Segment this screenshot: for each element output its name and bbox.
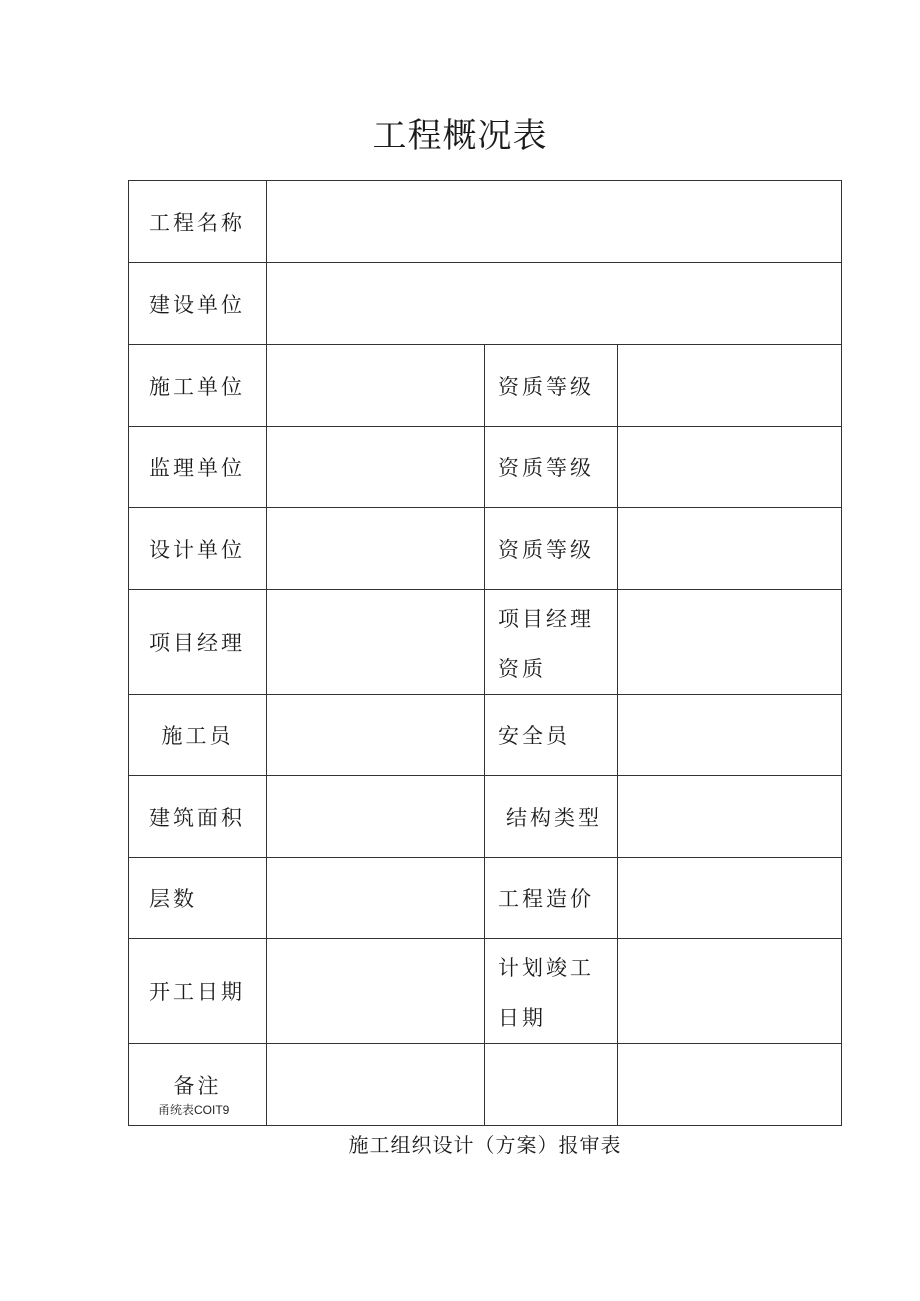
value-construction-owner[interactable] xyxy=(267,263,842,345)
label-project-manager: 项目经理 xyxy=(129,590,267,695)
label-planned-completion-line2: 日期 xyxy=(498,1006,546,1030)
table-row xyxy=(129,508,842,590)
label-remarks: 备注 xyxy=(129,1044,267,1126)
value-project-manager[interactable] xyxy=(267,590,485,695)
label-supervisor: 监理单位 xyxy=(129,427,267,508)
label-site-engineer: 施工员 xyxy=(129,695,267,776)
label-planned-completion-line1: 计划竣工 xyxy=(498,956,594,980)
label-pm-qualification-line1: 项目经理 xyxy=(498,607,594,631)
label-project-cost: 工程造价 xyxy=(485,858,618,939)
label-construction-owner: 建设单位 xyxy=(129,263,267,345)
value-project-name[interactable] xyxy=(267,181,842,263)
label-supervisor-qualification: 资质等级 xyxy=(485,427,618,508)
table-row xyxy=(129,427,842,508)
value-building-area[interactable] xyxy=(267,776,485,858)
table-row xyxy=(129,590,842,695)
label-building-area: 建筑面积 xyxy=(129,776,267,858)
label-structure-type: 结构类型 xyxy=(485,776,618,858)
value-floors[interactable] xyxy=(267,858,485,939)
label-start-date: 开工日期 xyxy=(129,939,267,1044)
value-contractor-qualification[interactable] xyxy=(618,345,842,427)
table-row xyxy=(129,858,842,939)
value-designer[interactable] xyxy=(267,508,485,590)
table-row xyxy=(129,1044,842,1126)
label-planned-completion xyxy=(485,939,618,1044)
label-designer-qualification: 资质等级 xyxy=(485,508,618,590)
next-form-title: 施工组织设计（方案）报审表 xyxy=(348,1133,622,1157)
label-designer: 设计单位 xyxy=(129,508,267,590)
value-designer-qualification[interactable] xyxy=(618,508,842,590)
table-row xyxy=(129,181,842,263)
value-remarks-extra[interactable] xyxy=(485,1044,618,1126)
table-row xyxy=(129,263,842,345)
value-planned-completion[interactable] xyxy=(618,939,842,1044)
table-row xyxy=(129,695,842,776)
value-remarks-extra-2[interactable] xyxy=(618,1044,842,1126)
table-row xyxy=(129,776,842,858)
value-start-date[interactable] xyxy=(267,939,485,1044)
label-project-name: 工程名称 xyxy=(129,181,267,263)
form-code: 甬统表COIT9 xyxy=(158,1103,230,1117)
table-row xyxy=(129,345,842,427)
label-safety-officer: 安全员 xyxy=(485,695,618,776)
label-contractor: 施工单位 xyxy=(129,345,267,427)
label-pm-qualification xyxy=(485,590,618,695)
value-site-engineer[interactable] xyxy=(267,695,485,776)
value-pm-qualification[interactable] xyxy=(618,590,842,695)
label-floors: 层数 xyxy=(129,858,267,939)
table-row xyxy=(129,939,842,1044)
label-contractor-qualification: 资质等级 xyxy=(485,345,618,427)
value-supervisor[interactable] xyxy=(267,427,485,508)
value-contractor[interactable] xyxy=(267,345,485,427)
page-title: 工程概况表 xyxy=(372,116,548,156)
project-overview-table xyxy=(128,180,842,1126)
value-project-cost[interactable] xyxy=(618,858,842,939)
label-pm-qualification-line2: 资质 xyxy=(498,657,546,681)
value-supervisor-qualification[interactable] xyxy=(618,427,842,508)
value-remarks[interactable] xyxy=(267,1044,485,1126)
value-safety-officer[interactable] xyxy=(618,695,842,776)
value-structure-type[interactable] xyxy=(618,776,842,858)
